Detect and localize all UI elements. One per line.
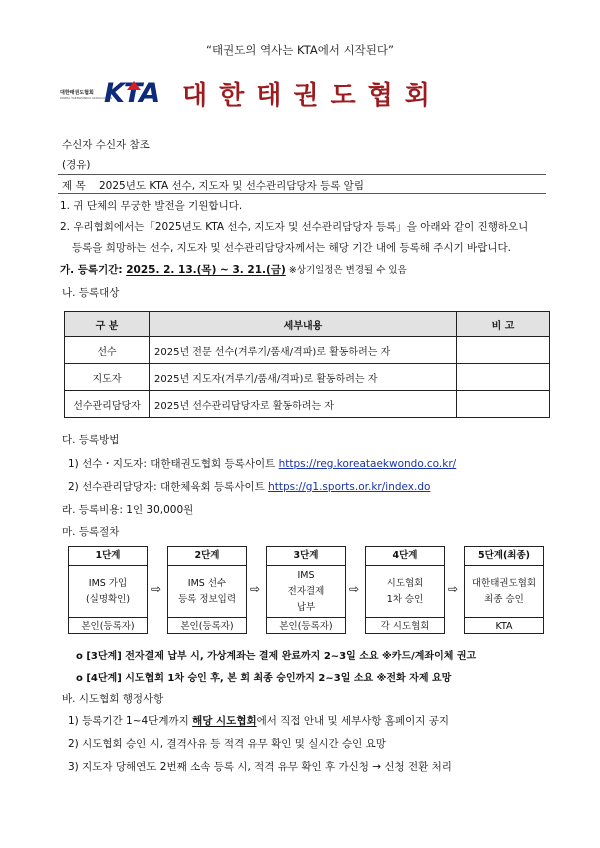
table-cell (457, 364, 550, 391)
step-footer: 본인(등록자) (168, 617, 246, 635)
step-3 (266, 546, 346, 634)
method-item-1 (68, 456, 456, 471)
note-step-3: o [3단계] 전자결제 납부 시, 가상계좌는 결제 완료까지 2~3일 소요 ※카드/계좌이체 권고 (76, 651, 477, 662)
slogan: “태권도의 역사는 KTA에서 시작된다” (206, 43, 394, 57)
table-header: 구 분 (65, 312, 150, 337)
org-name: 대한태권도협회 (182, 81, 442, 111)
table-cell: 선수관리담당자 (65, 391, 150, 418)
subject: 2025년도 KTA 선수, 지도자 및 선수관리담당자 등록 알림 (98, 180, 364, 192)
period-label: 가. 등록기간: (60, 264, 127, 276)
kta-registration-link[interactable]: https://reg.koreataekwondo.co.kr/ (278, 458, 457, 470)
arrow-right-icon: ⇨ (448, 582, 459, 596)
step-footer: 본인(등록자) (267, 617, 345, 635)
method-item-1-text: 1) 선수・지도자: 대한태권도협회 등록사이트 (68, 458, 279, 470)
table-cell: 2025년 지도자(겨루기/품새/격파)로 활동하려는 자 (150, 364, 457, 391)
method-item-2-text: 2) 선수관리담당자: 대한체육회 등록사이트 (68, 481, 269, 493)
admin-item-1-c: 에서 직접 안내 및 세부사항 홈페이지 공지 (256, 715, 450, 727)
step-5 (464, 546, 544, 634)
step-body: IMS 가입 (실명확인) (85, 577, 131, 605)
target-table (64, 311, 550, 418)
admin-heading: 바. 시도협회 행정사항 (62, 693, 164, 705)
paragraph-1: 1. 귀 단체의 무궁한 발전을 기원합니다. (60, 200, 243, 212)
kta-logo: KTA (104, 78, 160, 109)
fee: 라. 등록비용: 1인 30,000원 (62, 504, 194, 516)
table-cell (457, 337, 550, 364)
step-body: IMS 선수 등록 정보입력 (177, 577, 237, 605)
sports-council-link[interactable]: https://g1.sports.or.kr/index.do (268, 481, 431, 493)
table-cell: 지도자 (65, 364, 150, 391)
step-footer: KTA (465, 617, 543, 635)
admin-item-3: 3) 지도자 당해연도 2번째 소속 등록 시, 적격 유무 확인 후 가신청 → 신청 전환 처리 (68, 761, 452, 773)
step-footer: 본인(등록자) (69, 617, 147, 635)
recipient: 수신자 수신자 참조 (62, 139, 150, 151)
arrow-right-icon: ⇨ (151, 582, 162, 596)
table-cell: 선수 (65, 337, 150, 364)
step-body: 시도협회 1차 승인 (386, 577, 424, 605)
step-body: 대한태권도협회 최종 승인 (471, 577, 537, 605)
table-header-row (65, 312, 550, 337)
table-row (65, 364, 550, 391)
admin-item-1-b: 해당 시도협회 (192, 715, 257, 727)
admin-item-1-a: 1) 등록기간 1~4단계까지 (68, 715, 193, 727)
via: (경유) (62, 159, 91, 171)
table-header: 비 고 (457, 312, 550, 337)
subject-label: 제 목 (62, 180, 86, 192)
logo-korean: 대한태권도협회 (60, 90, 94, 96)
target-heading: 나. 등록대상 (62, 287, 120, 299)
kta-logo-mark-icon (127, 81, 141, 90)
step-title: 2단계 (168, 547, 246, 566)
subject-line (62, 178, 364, 193)
logo-english: KOREA TAEKWONDO ASSOCIATION (60, 96, 113, 100)
logo-text (60, 90, 113, 100)
step-title: 5단계(최종) (465, 547, 543, 566)
procedure-heading: 마. 등록절차 (62, 526, 120, 538)
table-header: 세부내용 (150, 312, 457, 337)
table-cell: 2025년 선수관리담당자로 활동하려는 자 (150, 391, 457, 418)
step-title: 3단계 (267, 547, 345, 566)
period-value: 2025. 2. 13.(목) ~ 3. 21.(금) (126, 264, 286, 276)
admin-item-2: 2) 시도협회 승인 시, 결격사유 등 적격 유무 확인 및 실시간 승인 요망 (68, 738, 386, 750)
paragraph-2-line-1: 2. 우리협회에서는「2025년도 KTA 선수, 지도자 및 선수관리담당자 등록」을 아래와 같이 진행하오니 (60, 221, 529, 233)
step-1 (68, 546, 148, 634)
note-step-4: o [4단계] 시도협회 1차 승인 후, 본 회 최종 승인까지 2~3일 소요 ※전화 자제 요망 (76, 673, 452, 684)
period-line (60, 262, 407, 277)
step-4 (365, 546, 445, 634)
admin-item-1 (68, 713, 449, 728)
method-item-2 (68, 479, 430, 494)
arrow-right-icon: ⇨ (250, 582, 261, 596)
table-cell: 2025년 전문 선수(겨루기/품새/격파)로 활동하려는 자 (150, 337, 457, 364)
step-title: 1단계 (69, 547, 147, 566)
table-cell (457, 391, 550, 418)
method-heading: 다. 등록방법 (62, 434, 120, 446)
table-row (65, 391, 550, 418)
table-row (65, 337, 550, 364)
period-note: ※상기일정은 변경될 수 있음 (285, 265, 407, 276)
arrow-right-icon: ⇨ (349, 582, 360, 596)
step-footer: 각 시도협회 (366, 617, 444, 635)
divider (58, 174, 546, 175)
step-2 (167, 546, 247, 634)
divider (58, 193, 546, 194)
step-title: 4단계 (366, 547, 444, 566)
paragraph-2-line-2: 등록을 희망하는 선수, 지도자 및 선수관리담당자께서는 해당 기간 내에 등록해 주시기 바랍니다. (72, 242, 511, 254)
step-body: IMS 전자결제 납부 (287, 569, 325, 613)
